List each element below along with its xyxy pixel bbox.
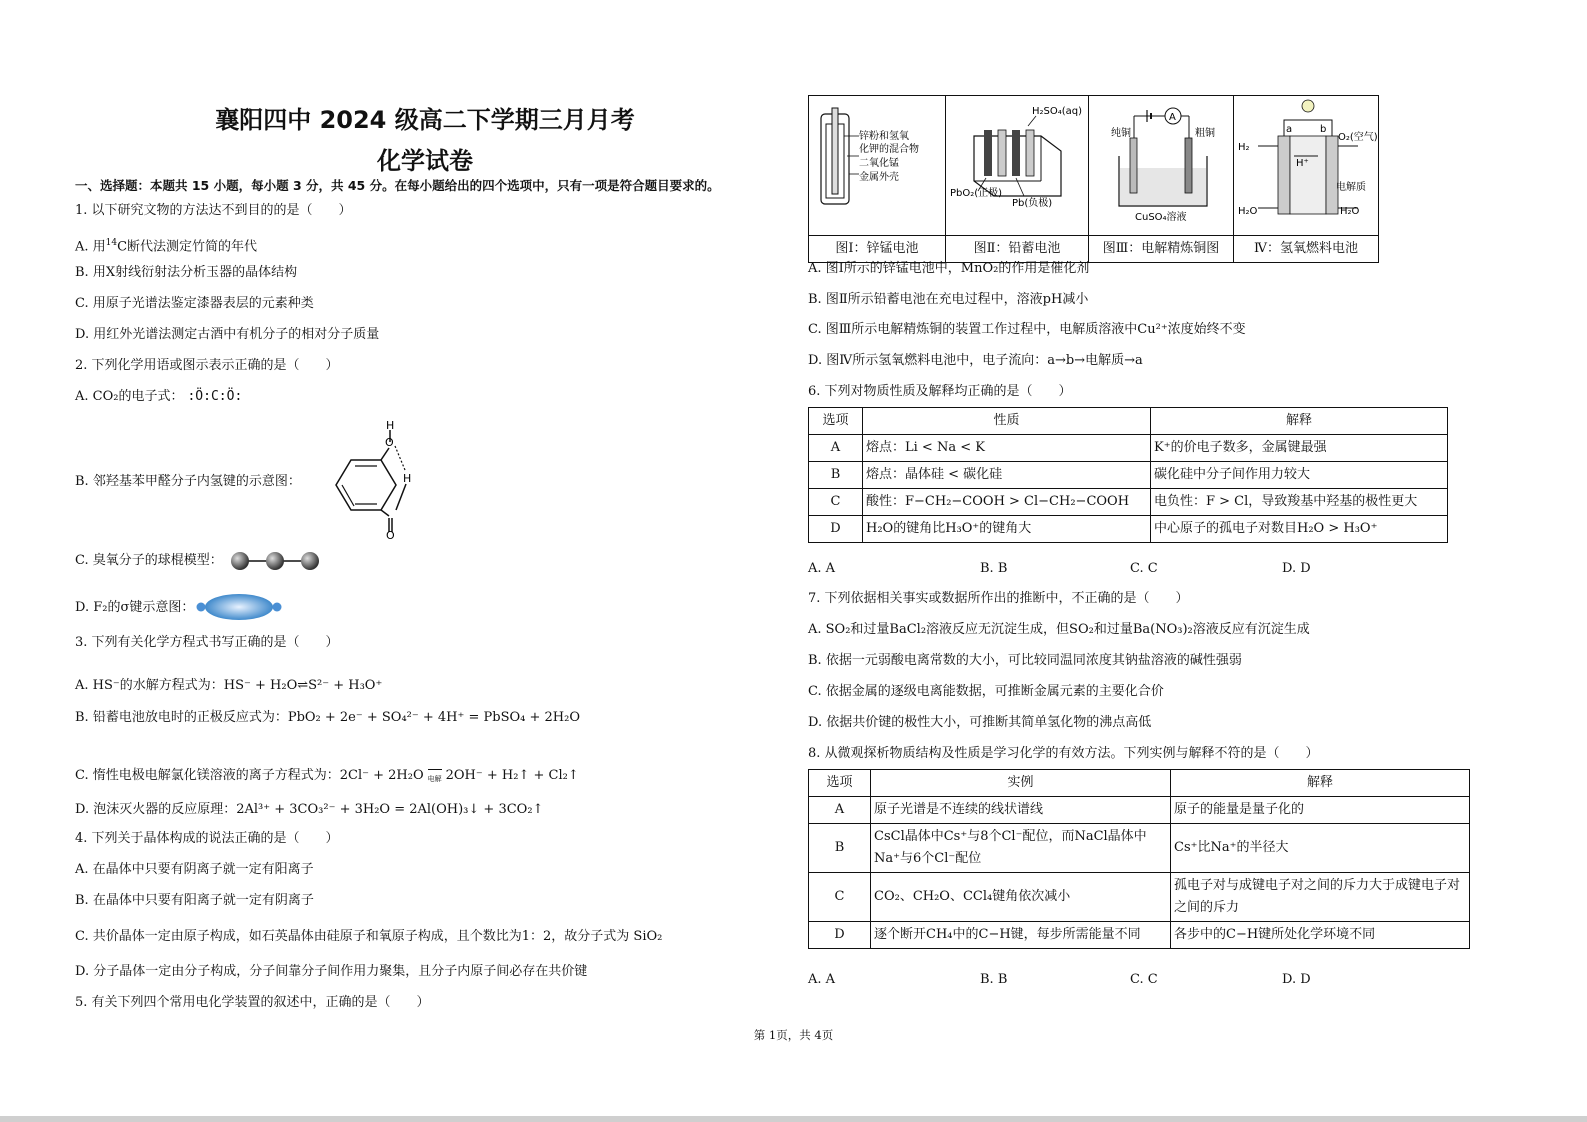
table-row: [809, 516, 1448, 543]
q8-row-b-explanation: Cs⁺比Na⁺的半径大: [1171, 824, 1470, 873]
q5-option-b: B. 图Ⅱ所示铅蓄电池在充电过程中，溶液pH减小: [808, 292, 1089, 307]
fuel-cell-diagram: [1234, 96, 1378, 227]
q8-header-row: [809, 770, 1470, 797]
fig4-label-h2o-left: H₂O: [1238, 206, 1258, 217]
co2-electron-formula: :Ö:C:Ö:: [187, 389, 243, 404]
q6-header-explanation: 解释: [1151, 408, 1448, 435]
q8-row-a-option: A: [809, 797, 871, 824]
q1-option-a: [75, 234, 257, 256]
q3-option-d: D. 泡沫灭火器的反应原理：2Al³⁺ + 3CO₃²⁻ + 3H₂O = 2Al(OH)₃↓ + 3CO₂↑: [75, 802, 544, 817]
q6-choice-c: C. C: [1130, 561, 1158, 576]
struct-label-o-top: O: [385, 436, 394, 449]
fig4-label-h2: H₂: [1238, 142, 1250, 153]
q6-stem: 6. 下列对物质性质及解释均正确的是（ ）: [808, 384, 1072, 399]
q6-row-d-explanation: 中心原子的孤电子对数目H₂O > H₃O⁺: [1151, 516, 1448, 543]
q8-table: [808, 769, 1470, 949]
q6-row-a-property: 熔点：Li < Na < K: [863, 435, 1151, 462]
bottom-border: [0, 1116, 1587, 1122]
fig4-label-b: b: [1320, 124, 1327, 135]
q6-header-row: [809, 408, 1448, 435]
q5-option-c: C. 图Ⅲ所示电解精炼铜的装置工作过程中，电解质溶液中Cu²⁺浓度始终不变: [808, 322, 1246, 337]
q2-option-a: [75, 388, 242, 406]
q4-option-b: B. 在晶体中只要有阳离子就一定有阴离子: [75, 893, 314, 908]
q4-option-c: C. 共价晶体一定由原子构成，如石英晶体由硅原子和氧原子构成，且个数比为1：2，故分子式为 SiO₂: [75, 929, 663, 944]
figure-lead-acid-battery: [946, 96, 1089, 236]
hydroxybenzaldehyde-structure: [311, 420, 431, 540]
q6-header-property: 性质: [863, 408, 1151, 435]
q3-c-pre: C. 惰性电极电解氯化镁溶液的离子方程式为：2Cl⁻ + 2H₂O: [75, 768, 424, 783]
q3-c-post: 2OH⁻ + H₂↑ + Cl₂↑: [445, 768, 579, 783]
q3-option-b: B. 铅蓄电池放电时的正极反应式为：PbO₂ + 2e⁻ + SO₄²⁻ + 4H⁺ = PbSO₄ + 2H₂O: [75, 710, 581, 725]
q1-a-post: C断代法测定竹简的年代: [117, 239, 258, 255]
q8-row-b-option: B: [809, 824, 871, 873]
q6-row-d-property: H₂O的键角比H₃O⁺的键角大: [863, 516, 1151, 543]
q6-choice-d: D. D: [1282, 561, 1311, 576]
q1-a-pre: A. 用: [75, 239, 106, 255]
q8-stem: 8. 从微观探析物质结构及性质是学习化学的有效方法。下列实例与解释不符的是（ ）: [808, 746, 1319, 761]
q8-choice-d: D. D: [1282, 972, 1311, 987]
table-row: [809, 489, 1448, 516]
q6-row-b-explanation: 碳化硅中分子间作用力较大: [1151, 462, 1448, 489]
fig2-label-1: PbO₂(正极): [950, 188, 1003, 199]
figure-caption-3: 图Ⅲ：电解精炼铜图: [1089, 236, 1234, 263]
q8-header-example: 实例: [871, 770, 1171, 797]
q1-stem: 1. 以下研究文物的方法达不到目的的是（ ）: [75, 203, 352, 218]
struct-label-h-right: H: [403, 472, 412, 485]
q3-option-c: [75, 767, 579, 788]
q3-c-condition: 电解: [428, 769, 442, 788]
q7-option-b: B. 依据一元弱酸电离常数的大小，可比较同温同浓度其钠盐溶液的碱性强弱: [808, 653, 1242, 668]
q6-row-b-property: 熔点：晶体硅 < 碳化硅: [863, 462, 1151, 489]
q7-stem: 7. 下列依据相关事实或数据所作出的推断中，不正确的是（ ）: [808, 591, 1189, 606]
q4-option-a: A. 在晶体中只要有阴离子就一定有阳离子: [75, 862, 314, 877]
table-row: [809, 922, 1470, 949]
q6-row-c-explanation: 电负性：F > Cl，导致羧基中羟基的极性更大: [1151, 489, 1448, 516]
q8-row-d-option: D: [809, 922, 871, 949]
fig1-label-0: 锌粉和氢氧: [859, 131, 909, 142]
q8-row-b-example: CsCl晶体中Cs⁺与8个Cl⁻配位，而NaCl晶体中Na⁺与6个Cl⁻配位: [871, 824, 1171, 873]
q8-row-c-option: C: [809, 873, 871, 922]
table-row: [809, 873, 1470, 922]
fig1-label-2: 二氧化锰: [859, 158, 899, 169]
q4-option-d: D. 分子晶体一定由分子构成，分子间靠分子间作用力聚集，且分子内原子间必存在共价键: [75, 964, 588, 979]
page-number-footer: 第 1页，共 4页: [753, 1028, 834, 1042]
table-row: [809, 797, 1470, 824]
q8-header-option: 选项: [809, 770, 871, 797]
fig3-label-0: 纯铜: [1111, 128, 1131, 139]
q1-a-sup: 14: [105, 238, 118, 248]
q6-row-a-explanation: K⁺的价电子数多，金属键最强: [1151, 435, 1448, 462]
q6-header-option: 选项: [809, 408, 863, 435]
q8-choice-b: B. B: [980, 972, 1008, 987]
q7-option-c: C. 依据金属的逐级电离能数据，可推断金属元素的主要化合价: [808, 684, 1164, 699]
figure-copper-refining: [1089, 96, 1234, 236]
table-row: [809, 824, 1470, 873]
lead-acid-diagram: [946, 96, 1088, 227]
fig4-label-a: a: [1286, 124, 1293, 135]
q1-option-b: B. 用X射线衍射法分析玉器的晶体结构: [75, 265, 298, 280]
fig1-label-1: 化钾的混合物: [859, 144, 919, 155]
q6-row-d-option: D: [809, 516, 863, 543]
q2-option-b: B. 邻羟基苯甲醛分子内氢键的示意图：: [75, 474, 301, 489]
fig4-label-h2o-right: H₂O: [1340, 206, 1360, 217]
exam-subject: 化学试卷: [377, 147, 473, 175]
q6-table: [808, 407, 1448, 543]
q6-row-b-option: B: [809, 462, 863, 489]
q8-choice-c: C. C: [1130, 972, 1158, 987]
figure-caption-4: Ⅳ：氢氧燃料电池: [1234, 236, 1379, 263]
q7-option-a: A. SO₂和过量BaCl₂溶液反应无沉淀生成，但SO₂和过量Ba(NO₃)₂溶液反应有沉淀生成: [808, 622, 1310, 637]
q2-option-d: D. F₂的σ键示意图：: [75, 600, 195, 615]
f2-sigma-bond-diagram: [196, 592, 282, 622]
q3-option-a: A. HS⁻的水解方程式为：HS⁻ + H₂O⇌S²⁻ + H₃O⁺: [75, 678, 383, 693]
q8-row-c-example: CO₂、CH₂O、CCl₄键角依次减小: [871, 873, 1171, 922]
q6-row-c-option: C: [809, 489, 863, 516]
figure-caption-1: 图Ⅰ：锌锰电池: [809, 236, 946, 263]
copper-refining-diagram: [1089, 96, 1233, 227]
struct-label-h-top: H: [386, 420, 395, 432]
q6-choice-a: A. A: [808, 561, 836, 576]
q1-option-d: D. 用红外光谱法测定古酒中有机分子的相对分子质量: [75, 327, 380, 342]
q5-figures-table: [808, 95, 1379, 263]
q8-row-a-example: 原子光谱是不连续的线状谱线: [871, 797, 1171, 824]
fig3-label-3: CuSO₄溶液: [1135, 212, 1187, 223]
figure-caption-2: 图Ⅱ：铅蓄电池: [946, 236, 1089, 263]
figures-row: [809, 96, 1379, 236]
q8-row-a-explanation: 原子的能量是量子化的: [1171, 797, 1470, 824]
figure-fuel-cell: [1234, 96, 1379, 236]
q8-row-d-explanation: 各步中的C−H键所处化学环境不同: [1171, 922, 1470, 949]
fig2-label-2: Pb(负极): [1012, 198, 1053, 209]
q2-a-text: A. CO₂的电子式：: [75, 389, 184, 404]
fig3-ammeter-label: A: [1169, 112, 1176, 123]
q5-option-a: A. 图Ⅰ所示的锌锰电池中，MnO₂的作用是催化剂: [808, 261, 1090, 276]
q8-row-c-explanation: 孤电子对与成键电子对之间的斥力大于成键电子对之间的斥力: [1171, 873, 1470, 922]
q8-choice-a: A. A: [808, 972, 836, 987]
fig4-label-hplus: H⁺: [1296, 158, 1309, 169]
section-heading: 一、选择题：本题共 15 小题，每小题 3 分，共 45 分。在每小题给出的四个选项中，只有一项是符合题目要求的。: [75, 178, 720, 193]
struct-label-o-bottom: O: [386, 529, 395, 540]
table-row: [809, 462, 1448, 489]
fig4-label-electrolyte: 电解质: [1336, 182, 1366, 193]
table-row: [809, 435, 1448, 462]
zinc-manganese-diagram: [809, 96, 945, 227]
q5-stem: 5. 有关下列四个常用电化学装置的叙述中，正确的是（ ）: [75, 995, 430, 1010]
q8-row-d-example: 逐个断开CH₄中的C−H键，每步所需能量不同: [871, 922, 1171, 949]
exam-title: 襄阳四中 2024 级高二下学期三月月考: [215, 106, 635, 134]
q7-option-d: D. 依据共价键的极性大小，可推断其简单氢化物的沸点高低: [808, 715, 1152, 730]
fig2-label-0: H₂SO₄(aq): [1032, 106, 1083, 117]
q6-row-a-option: A: [809, 435, 863, 462]
q3-stem: 3. 下列有关化学方程式书写正确的是（ ）: [75, 635, 339, 650]
q5-option-d: D. 图Ⅳ所示氢氧燃料电池中，电子流向：a→b→电解质→a: [808, 353, 1143, 368]
q4-stem: 4. 下列关于晶体构成的说法正确的是（ ）: [75, 831, 339, 846]
fig1-label-3: 金属外壳: [859, 172, 899, 183]
q8-header-explanation: 解释: [1171, 770, 1470, 797]
q6-row-c-property: 酸性：F−CH₂−COOH > Cl−CH₂−COOH: [863, 489, 1151, 516]
fig4-label-o2: O₂(空气): [1338, 132, 1378, 143]
q2-stem: 2. 下列化学用语或图示表示正确的是（ ）: [75, 358, 339, 373]
figure-zinc-manganese-battery: [809, 96, 946, 236]
captions-row: [809, 236, 1379, 263]
q2-option-c: C. 臭氧分子的球棍模型：: [75, 553, 223, 568]
q6-choice-b: B. B: [980, 561, 1008, 576]
q1-option-c: C. 用原子光谱法鉴定漆器表层的元素种类: [75, 296, 314, 311]
fig3-label-1: 粗铜: [1195, 128, 1215, 139]
ozone-ball-stick-model: [230, 549, 330, 573]
